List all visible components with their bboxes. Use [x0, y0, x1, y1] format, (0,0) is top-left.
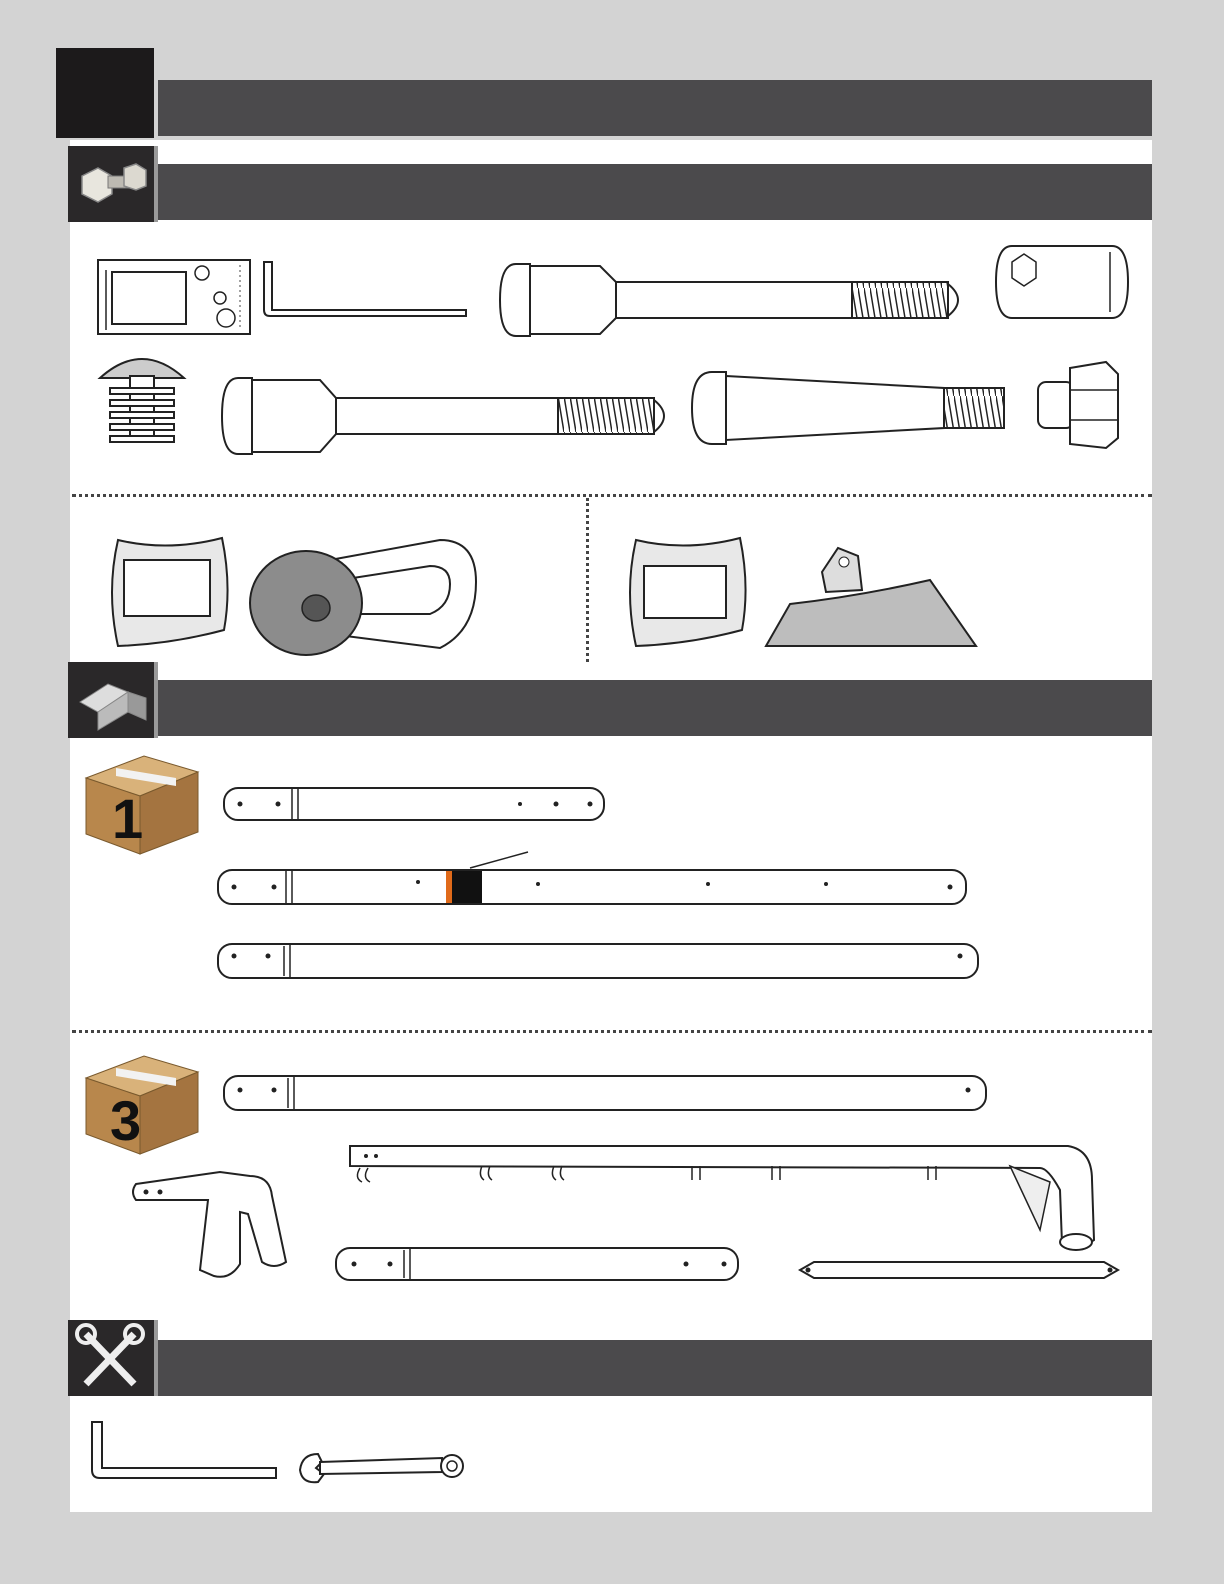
open-end-wrench — [300, 1454, 463, 1482]
hex-key-tool — [92, 1422, 276, 1478]
box-number: 1 — [112, 787, 144, 850]
box-number: 3 — [110, 1089, 142, 1152]
